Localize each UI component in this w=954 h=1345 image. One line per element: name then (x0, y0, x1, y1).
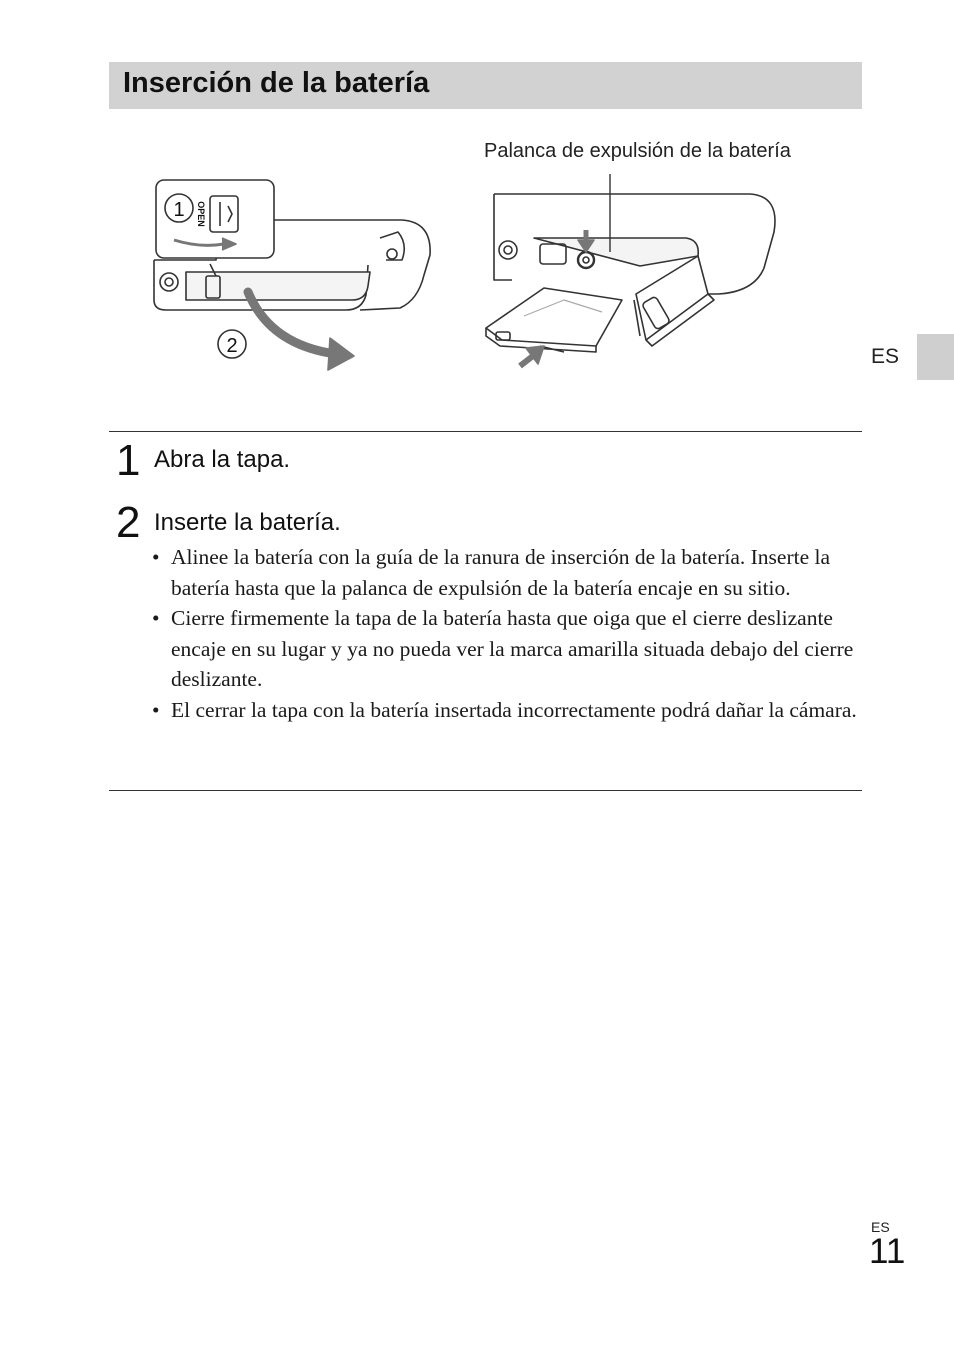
language-label: ES (871, 345, 900, 368)
step-marker-2: 2 (226, 335, 238, 357)
step-1-text: Abra la tapa. (154, 446, 291, 473)
page-title: Inserción de la batería (123, 67, 430, 99)
language-tab (917, 334, 954, 380)
ejection-lever-callout: Palanca de expulsión de la batería (484, 140, 791, 162)
page-number: 11 (869, 1232, 906, 1271)
step-1-number: 1 (116, 436, 141, 485)
section-title-bar (109, 62, 862, 109)
step-2-notes (152, 542, 862, 725)
note-item: • El cerrar la tapa con la batería insertada incorrectamente podrá dañar la cámara. (152, 695, 862, 726)
battery-insertion-illustration (140, 160, 790, 380)
note-item: • Cierre firmemente la tapa de la batería hasta que oiga que el cierre deslizante encaje en su lugar y ya no pueda ver la marca amarilla situada debajo del cierre deslizante. (152, 603, 862, 695)
open-latch-label: OPEN (196, 201, 206, 227)
step-2-number: 2 (116, 498, 141, 547)
camera-closed-illustration (154, 180, 430, 370)
bottom-divider (109, 790, 862, 791)
step-2-text: Inserte la batería. (154, 509, 341, 536)
step-marker-1: 1 (173, 199, 185, 221)
camera-open-illustration (486, 174, 775, 366)
note-item: • Alinee la batería con la guía de la ranura de inserción de la batería. Inserte la batería hasta que la palanca de expulsión de la batería encaje en su sitio. (152, 542, 862, 603)
top-divider (109, 431, 862, 432)
footer-language: ES (871, 1219, 890, 1235)
